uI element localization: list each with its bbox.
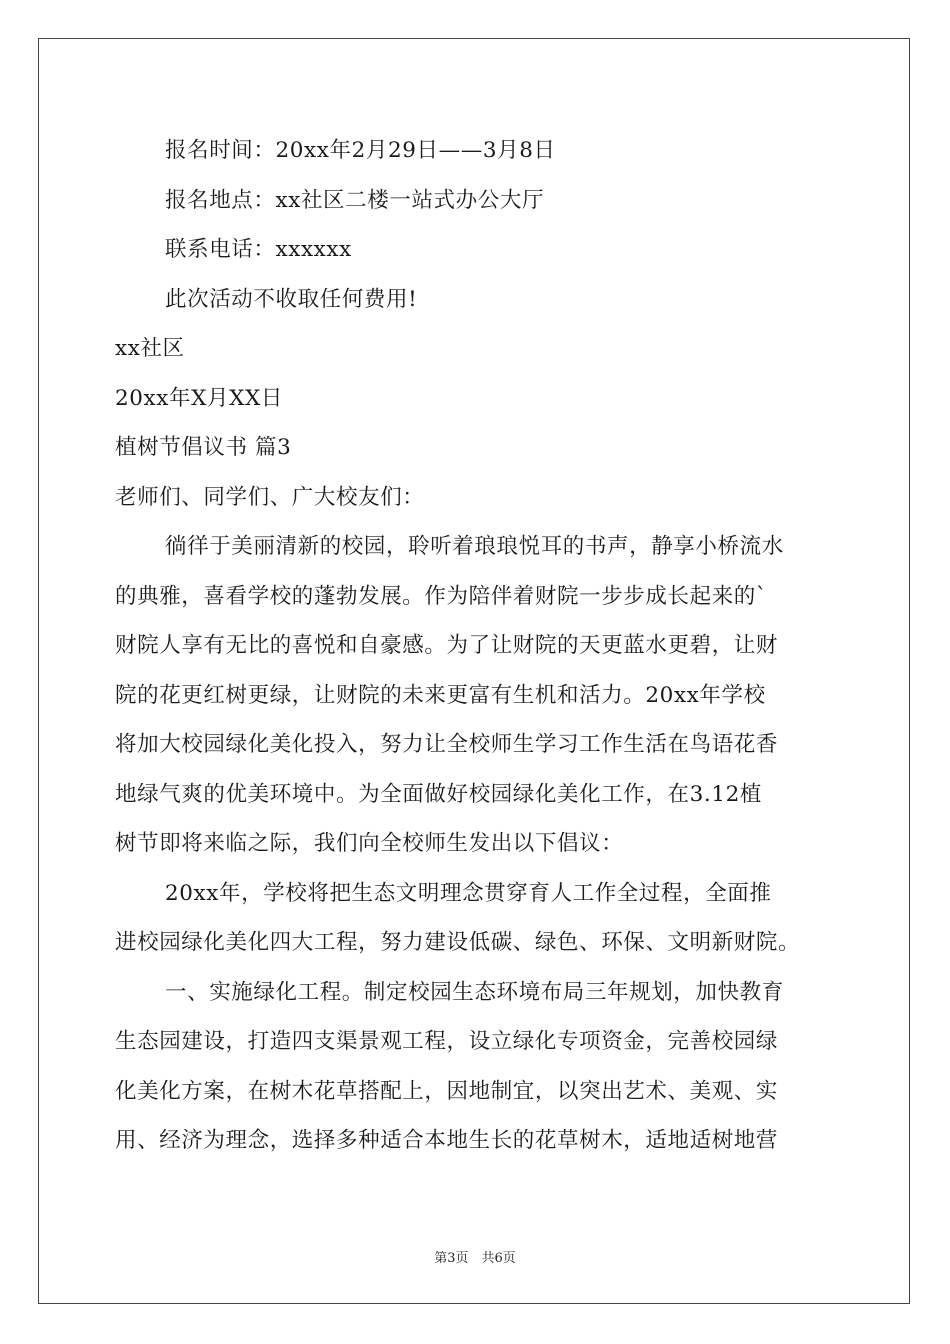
text-line: 进校园绿化美化四大工程，努力建设低碳、绿色、环保、文明新财院。 [115, 930, 801, 955]
text-line: 的典雅，喜看学校的蓬勃发展。作为陪伴着财院一步步成长起来的` [115, 583, 768, 609]
text-line: 地绿气爽的优美环境中。为全面做好校园绿化美化工作，在3.12植 [115, 781, 762, 807]
text-line: 老师们、同学们、广大校友们： [115, 484, 425, 510]
text-line: 财院人享有无比的喜悦和自豪感。为了让财院的天更蓝水更碧，让财 [115, 633, 779, 658]
text-line: xx社区 [115, 336, 185, 361]
text-line: 联系电话：xxxxxx [165, 237, 352, 262]
text-line: 此次活动不收取任何费用! [165, 286, 418, 312]
text-line: 将加大校园绿化美化投入，努力让全校师生学习工作生活在鸟语花香 [115, 732, 779, 757]
document-body [115, 126, 855, 1166]
text-line: 一、实施绿化工程。制定校园生态环境布局三年规划，加快教育 [165, 979, 784, 1005]
page-footer: 第3页 共6页 [434, 1251, 516, 1266]
text-line: 院的花更红树更绿，让财院的未来更富有生机和活力。20xx年学校 [115, 682, 766, 708]
text-line: 化美化方案，在树木花草搭配上，因地制宜，以突出艺术、美观、实 [115, 1078, 779, 1104]
text-line: 树节即将来临之际，我们向全校师生发出以下倡议： [115, 831, 624, 856]
text-line: 植树节倡议书 篇3 [115, 435, 292, 460]
text-line: 生态园建设，打造四支渠景观工程，设立绿化专项资金，完善校园绿 [115, 1029, 779, 1054]
text-line: 20xx年X月XX日 [115, 385, 284, 411]
text-line: 报名地点：xx社区二楼一站式办公大厅 [165, 187, 545, 213]
text-line: 报名时间：20xx年2月29日——3月8日 [165, 138, 556, 163]
text-line: 20xx年，学校将把生态文明理念贯穿育人工作全过程，全面推 [165, 880, 772, 906]
text-line: 徜徉于美丽清新的校园，聆听着琅琅悦耳的书声，静享小桥流水 [165, 534, 784, 559]
text-line: 用、经济为理念，选择多种适合本地生长的花草树木，适地适树地营 [115, 1128, 779, 1153]
